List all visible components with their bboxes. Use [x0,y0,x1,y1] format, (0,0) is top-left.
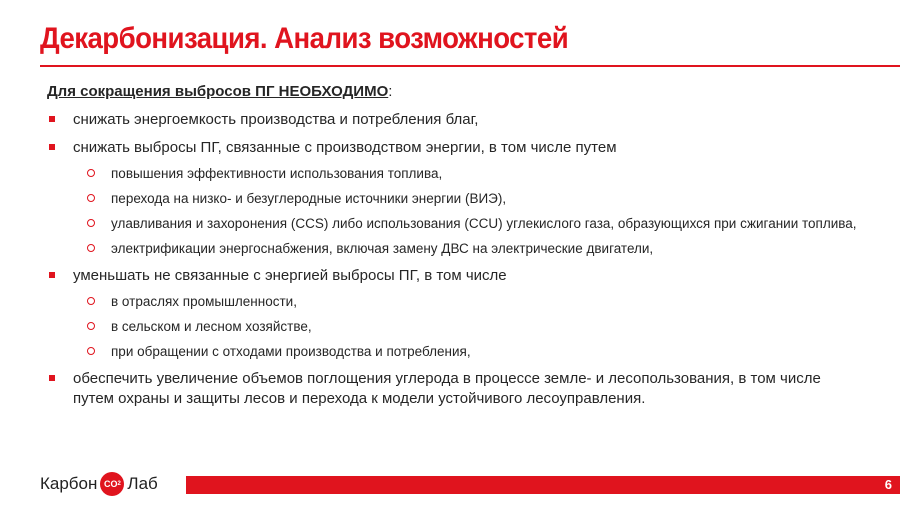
circle-bullet-icon [87,347,95,355]
logo-text-right: Лаб [127,474,158,493]
sub-bullet-text: перехода на низко- и безуглеродные источники энергии (ВИЭ), [111,191,507,206]
circle-bullet-icon [87,194,95,202]
circle-bullet-icon [87,297,95,305]
slide-title: Декарбонизация. Анализ возможностей [40,22,569,55]
logo-text-left: Карбон [40,474,98,493]
sub-bullet-text: в сельском и лесном хозяйстве, [111,319,312,334]
bullet-item [47,369,857,409]
carbonlab-logo [40,470,158,498]
square-bullet-icon [49,144,55,150]
bullet-item [47,266,857,361]
sub-bullet-item [73,189,857,208]
square-bullet-icon [49,116,55,122]
co2-badge-icon [100,472,124,496]
page-number: 6 [884,477,892,492]
square-bullet-icon [49,272,55,278]
circle-bullet-icon [87,244,95,252]
bullet-text: уменьшать не связанные с энергией выбросы ПГ, в том числе [73,267,507,284]
sub-bullet-item [73,239,857,258]
main-bullet-list [47,110,857,409]
bullet-text: обеспечить увеличение объемов поглощения углерода в процессе земле- и лесопользования, в том числе путем охраны и защиты лесов и перехода к модели устойчивого лесоуправления. [73,370,821,407]
bullet-item [47,110,857,130]
circle-bullet-icon [87,169,95,177]
sub-bullet-item [73,214,857,233]
bullet-text: снижать энергоемкость производства и потребления благ, [73,111,479,128]
sub-bullet-list [73,164,857,258]
sub-bullet-text: повышения эффективности использования топлива, [111,166,443,181]
sub-bullet-text: в отраслях промышленности, [111,294,297,309]
sub-bullet-item [73,317,857,336]
intro-colon: : [388,83,393,100]
sub-bullet-item [73,164,857,183]
circle-bullet-icon [87,322,95,330]
co2-badge-subscript: 2 [117,481,121,487]
sub-bullet-text: электрификации энергоснабжения, включая замену ДВС на электрические двигатели, [111,241,654,256]
circle-bullet-icon [87,219,95,227]
sub-bullet-item [73,292,857,311]
sub-bullet-text: улавливания и захоронения (CCS) либо использования (CCU) углекислого газа, образующихся при сжигании топлива, [111,216,857,231]
intro-bold: Для сокращения выбросов ПГ НЕОБХОДИМО [47,83,389,100]
slide-content [47,82,857,417]
bullet-text: снижать выбросы ПГ, связанные с производством энергии, в том числе путем [73,139,617,156]
intro-line [47,82,857,102]
title-underline [40,65,900,67]
sub-bullet-list [73,292,857,361]
footer-bar [186,476,900,494]
co2-badge-text: CO [103,479,118,489]
sub-bullet-text: при обращении с отходами производства и потребления, [111,344,471,359]
square-bullet-icon [49,375,55,381]
bullet-item [47,138,857,258]
sub-bullet-item [73,342,857,361]
